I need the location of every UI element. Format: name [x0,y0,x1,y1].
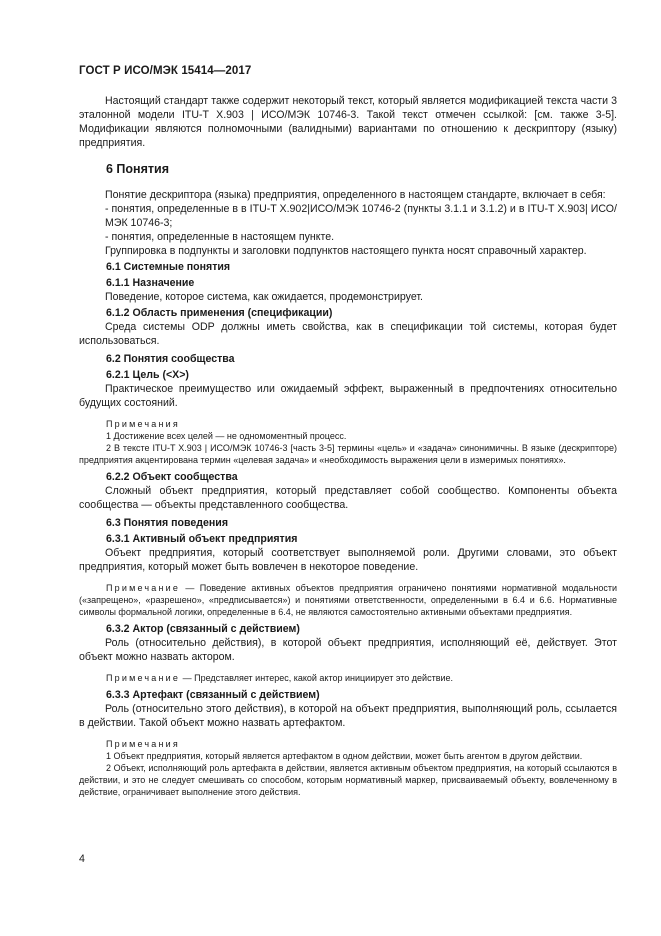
notes-heading: Примечания [106,739,180,749]
note-label: Примечание [106,673,181,683]
subsection-heading: 6.3 Понятия поведения [106,517,229,529]
subsection-heading: 6.1 Системные понятия [106,261,231,273]
subsection-heading: 6.2.2 Объект сообщества [106,471,238,483]
section-6-heading: 6 Понятия [106,162,169,176]
list-item: - понятия, определенные в в ITU-T X.902|ИСО/МЭК 10746-2 (пункты 3.1.1 и 3.1.2) и в ITU-T X.903| ИСО/МЭК 10746-3; [105,203,617,229]
subsection-text: Роль (относительно действия), в которой объект предприятия, исполняющий её, действует. Этот объект можно назвать актором. [79,637,617,663]
note-body: — Поведение активных объектов предприятия ограничено понятиями нормативной модальности («запрещено», «разрешено», «предписывается») и понятиями ответственности, определенными в 6.4 и 6.6. Нормативные символы формальной логики, определенные в 6.4, не являются самостоятельно активными объектами предприятия. [79,583,617,617]
note-text: 1 Достижение всех целей — не одномоментный процесс. [106,431,347,441]
document-header: ГОСТ Р ИСО/МЭК 15414—2017 [79,65,252,77]
note-text: 2 В тексте ITU-T X.903 | ИСО/МЭК 10746-3 [часть 3-5] термины «цель» и «задача» синонимичны. В языке (дескрипторе) предприятия акцентирована термин «целевая задача» и «необходимость выражения цели в измеримых понятиях». [79,443,617,465]
subsection-heading: 6.3.2 Актор (связанный с действием) [106,623,300,635]
subsection-heading: 6.2 Понятия сообщества [106,353,235,365]
section-6-paragraph: Понятие дескриптора (языка) предприятия, определенного в настоящем стандарте, включает в себя: [105,189,606,201]
subsection-heading: 6.1.1 Назначение [106,277,195,289]
subsection-text: Поведение, которое система, как ожидается, продемонстрирует. [105,291,423,303]
subsection-heading: 6.2.1 Цель (<X>) [106,369,189,381]
note-body: — Представляет интерес, какой актор инициирует это действие. [180,673,454,683]
note-text: 2 Объект, исполняющий роль артефакта в действии, является активным объектом предприятия, на который ссылаются в действии, и это не следует смешивать со способом, которым нормативный маркер, присваиваемый объекту, вовлеченному в действие, ограничивает выполнение этого действия. [79,763,617,797]
notes-heading: Примечания [106,419,180,429]
subsection-text: Среда системы ODP должны иметь свойства, как в спецификации той системы, которая будет использоваться. [79,321,617,347]
note-label: Примечание [106,583,181,593]
subsection-text: Роль (относительно этого действия), в которой на объект предприятия, выполняющий роль, ссылается в действии. Такой объект можно назвать артефактом. [79,703,617,729]
page-number: 4 [79,853,85,865]
subsection-text: Практическое преимущество или ожидаемый эффект, выраженный в предпочтениях относительно будущих состояний. [79,383,617,409]
section-6-paragraph: Группировка в подпункты и заголовки подпунктов настоящего пункта носят справочный характер. [105,245,587,257]
subsection-heading: 6.1.2 Область применения (спецификации) [106,307,333,319]
note-text [79,582,617,618]
note-text [79,672,617,684]
document-body [79,94,617,798]
intro-paragraph: Настоящий стандарт также содержит некоторый текст, который является модификацией текста части 3 эталонной модели ITU-T X.903 | ИСО/МЭК 10746-3. Такой текст отмечен ссылкой: [см. также 3-5]. Модификации являются полномочными (валидными) вариантами по отношению к дескриптору (языку) предприятия. [79,95,617,149]
list-item: - понятия, определенные в настоящем пункте. [105,231,335,243]
subsection-text: Объект предприятия, который соответствует выполняемой роли. Другими словами, это объект предприятия, который может быть вовлечен в некоторое поведение. [79,547,617,573]
subsection-heading: 6.3.1 Активный объект предприятия [106,533,298,545]
note-text: 1 Объект предприятия, который является артефактом в одном действии, может быть агентом в другом действии. [106,751,583,761]
subsection-heading: 6.3.3 Артефакт (связанный с действием) [106,689,320,701]
subsection-text: Сложный объект предприятия, который представляет собой сообщество. Компоненты объекта сообщества — объекты представленного сообщества. [79,485,617,511]
